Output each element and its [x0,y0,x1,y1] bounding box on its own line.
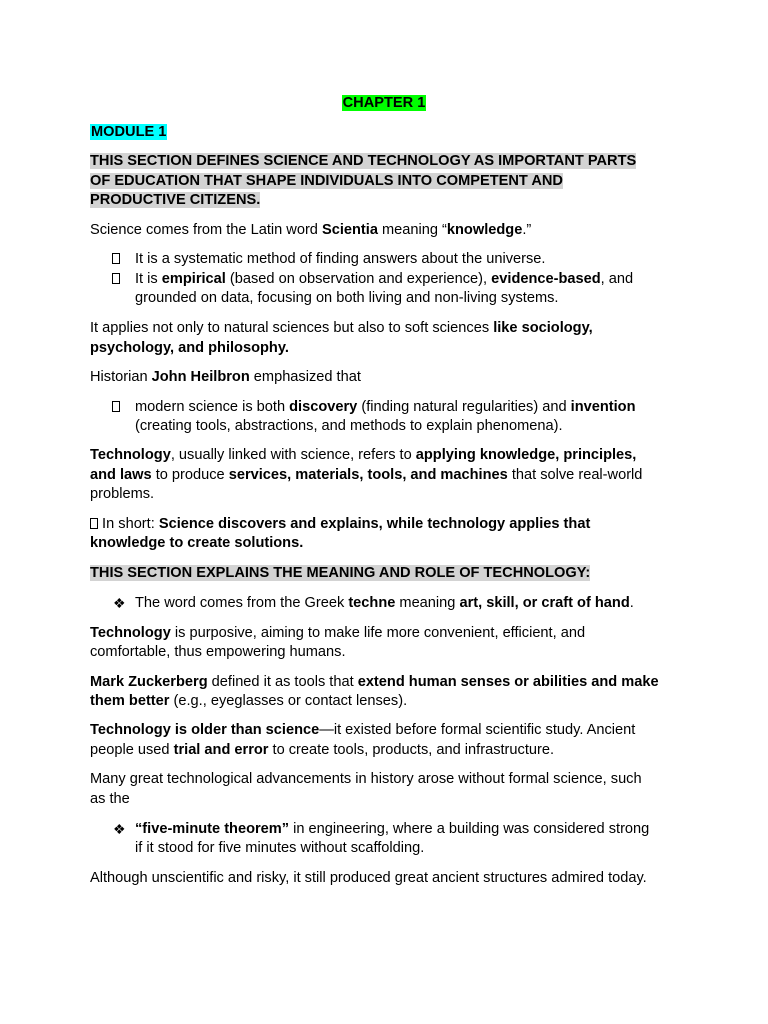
science-bullet-2-cont: grounded on data, focusing on both living and non-living systems. [135,290,559,306]
soft-sciences-line1: It applies not only to natural sciences but also to soft sciences like sociology, [90,320,593,336]
section1-heading-line1: THIS SECTION DEFINES SCIENCE AND TECHNOLOGY AS IMPORTANT PARTS [90,153,637,169]
technology-def-line3: problems. [90,486,155,502]
in-short-line2: knowledge to create solutions. [90,535,304,551]
square-box-icon [112,269,128,289]
zuckerberg-line2: them better (e.g., eyeglasses or contact lenses). [90,693,408,709]
theorem-bullet-line1: “five-minute theorem” in engineering, where a building was considered strong [135,821,650,837]
square-box-icon [112,397,128,417]
purposive-line1: Technology is purposive, aiming to make life more convenient, efficient, and [90,625,586,641]
science-origin-paragraph: Science comes from the Latin word Scientia meaning “knowledge.” [90,222,532,238]
advancements-line2: as the [90,791,130,807]
science-bullet-1: It is a systematic method of finding answers about the universe. [135,251,546,267]
square-box-icon [112,249,128,269]
chapter-title: CHAPTER 1 [342,95,426,111]
closing-paragraph: Although unscientific and risky, it still produced great ancient structures admired today. [90,870,647,886]
heilbron-bullet-line1: modern science is both discovery (finding natural regularities) and invention [135,399,636,415]
zuckerberg-line1: Mark Zuckerberg defined it as tools that extend human senses or abilities and make [90,674,659,690]
technology-def-line2: and laws to produce services, materials, tools, and machines that solve real-world [90,467,643,483]
older-line1: Technology is older than science—it existed before formal scientific study. Ancient [90,722,636,738]
section2-heading: THIS SECTION EXPLAINS THE MEANING AND ROLE OF TECHNOLOGY: [90,565,591,581]
advancements-line1: Many great technological advancements in history arose without formal science, such [90,771,642,787]
module-title: MODULE 1 [91,124,167,140]
square-box-icon [90,518,98,529]
section1-heading-line2: OF EDUCATION THAT SHAPE INDIVIDUALS INTO COMPETENT AND [90,173,563,189]
purposive-line2: comfortable, thus empowering humans. [90,644,346,660]
four-diamond-icon: ❖ [113,821,126,837]
section1-heading-line3: PRODUCTIVE CITIZENS. [90,192,261,208]
four-diamond-icon: ❖ [113,595,126,611]
heilbron-paragraph: Historian John Heilbron emphasized that [90,369,361,385]
older-line2: people used trial and error to create tools, products, and infrastructure. [90,742,555,758]
theorem-bullet-line2: if it stood for five minutes without scaffolding. [135,840,425,856]
science-bullet-2: It is empirical (based on observation and experience), evidence-based, and [135,271,634,287]
heilbron-bullet-line2: (creating tools, abstractions, and methods to explain phenomena). [135,418,563,434]
in-short-line1: In short: Science discovers and explains, while technology applies that [90,514,590,534]
technology-def-line1: Technology, usually linked with science, refers to applying knowledge, principles, [90,447,637,463]
techne-bullet: The word comes from the Greek techne meaning art, skill, or craft of hand. [135,595,634,611]
soft-sciences-line2: psychology, and philosophy. [90,340,289,356]
